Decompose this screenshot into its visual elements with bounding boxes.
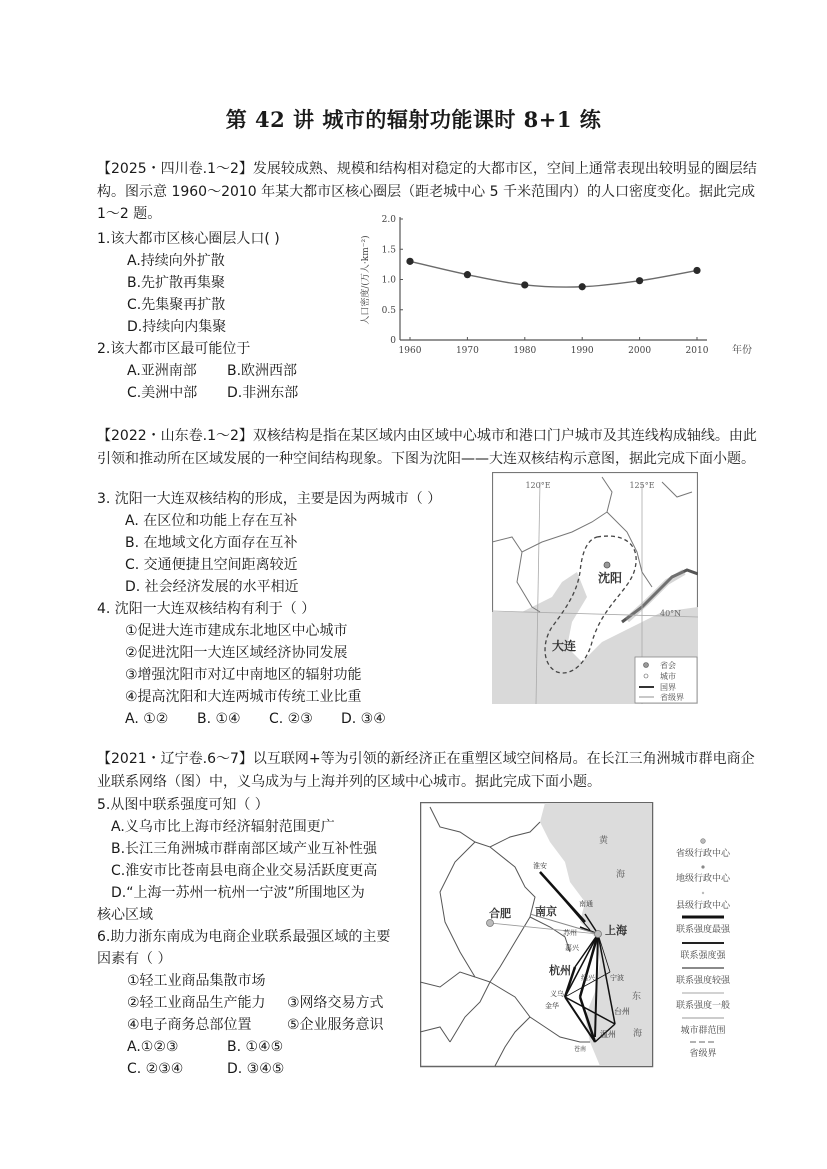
data-point: [636, 277, 643, 284]
q6-item-4: ④电子商务总部位置: [127, 1017, 252, 1033]
question-6: [97, 926, 390, 1080]
shenyang-dalian-map: [492, 472, 698, 704]
city-jinhua: 金华: [545, 1002, 559, 1010]
q3-option-d[interactable]: D. 社会经济发展的水平相近: [125, 579, 299, 595]
city-huaian: 淮安: [533, 862, 547, 870]
shanghai-marker: [595, 931, 602, 938]
data-point: [521, 281, 528, 288]
city-ningbo: 宁波: [610, 974, 624, 982]
question-3: [97, 488, 441, 598]
q3-stem: 3. 沈阳一大连双核结构的形成，主要是因为两城市（ ）: [97, 491, 442, 507]
y-tick-label: 2.0: [381, 215, 396, 225]
legend-general: 联系强度一般: [675, 1001, 731, 1011]
q6-stem-cont: 因素有（ ）: [97, 951, 172, 967]
y-tick-label: 1.0: [381, 275, 396, 286]
q3-option-c[interactable]: C. 交通便捷且空间距离较近: [125, 557, 298, 573]
legend-fairly-strong: 联系强度较强: [675, 976, 731, 986]
city-taizhou: 台州: [614, 1007, 630, 1016]
q4-item-3: ③增强沈阳市对辽中南地区的辐射功能: [125, 667, 362, 683]
population-density-chart: [355, 205, 775, 365]
county-center-icon: [702, 892, 704, 894]
data-point: [464, 271, 471, 278]
sea-label-huang: 黄: [599, 836, 609, 846]
x-tick-label: 1970: [455, 346, 479, 356]
q4-option-b[interactable]: B. ①④: [197, 711, 241, 727]
x-tick-label: 2010: [685, 346, 709, 356]
q6-item-2: ②轻工业商品生产能力: [127, 995, 266, 1011]
y-tick-label: 0: [390, 336, 396, 346]
q4-option-a[interactable]: A. ①②: [125, 711, 169, 727]
q5-option-a[interactable]: A.义乌市比上海市经济辐射范围更广: [111, 819, 335, 835]
sea-label-hai2: 海: [633, 1029, 643, 1039]
city-yiwu: 义乌: [550, 990, 564, 998]
q6-item-3: ③网络交易方式: [287, 995, 384, 1011]
question-4: [97, 598, 386, 730]
q6-item-5: ⑤企业服务意识: [287, 1017, 384, 1033]
city-shaoxing: 绍兴: [581, 974, 595, 982]
q5-option-c[interactable]: C.淮安市比苍南县电商企业交易活跃度更高: [111, 863, 378, 879]
section3-intro: 【2021・辽宁卷.6～7】以互联网+等为引领的新经济正在重塑区域空间格局。在长江三角洲城市群电商企业联系网络（图）中，义乌成为与上海并列的区域中心城市。据此完成下面小题。: [97, 751, 755, 790]
city-nanjing: 南京: [535, 905, 557, 918]
city-nantong: 南通: [579, 900, 593, 908]
city-hefei: 合肥: [489, 907, 511, 920]
q4-option-c[interactable]: C. ②③: [269, 711, 313, 727]
provincial-capital-icon: [644, 663, 649, 668]
question-1: [97, 228, 280, 338]
q1-stem: 1.该大都市区核心圈层人口( ): [97, 231, 280, 247]
legend-provincial-boundary: 省级界: [689, 1049, 717, 1059]
x-tick-label: 2000: [628, 346, 652, 356]
sea-label-hai1: 海: [616, 870, 626, 880]
legend-provincial-border: 省级界: [660, 693, 684, 702]
lon-label-125: 125°E: [629, 481, 655, 490]
q4-item-1: ①促进大连市建成东北地区中心城市: [125, 623, 348, 639]
q3-option-b[interactable]: B. 在地域文化方面存在互补: [125, 535, 298, 551]
city-cangnan: 苍南: [573, 1046, 587, 1053]
section2-intro: 【2022・山东卷.1～2】双核结构是指在某区域内由区域中心城市和港口门户城市及其连线构成轴线。由此引领和推动所在区域发展的一种空间结构现象。下图为沈阳——大连双核结构示意图，据此完成下面小题。: [97, 428, 757, 467]
legend-city: 城市: [660, 672, 676, 681]
q6-stem: 6.助力浙东南成为电商企业联系最强区域的主要: [97, 929, 391, 945]
provincial-center-icon: [701, 839, 706, 844]
data-point: [579, 283, 586, 290]
legend-strongest: 联系强度最强: [675, 925, 731, 935]
data-point: [693, 267, 700, 274]
q5-option-d[interactable]: D.“上海一苏州一杭州一宁波”所围地区为: [111, 885, 365, 901]
chart-ylabel: 人口密度/(万人·km⁻²): [361, 235, 371, 325]
y-tick-label: 1.5: [381, 245, 396, 256]
q6-option-d[interactable]: D. ③④⑤: [227, 1061, 285, 1077]
q4-item-2: ②促进沈阳一大连区域经济协同发展: [125, 645, 348, 661]
q5-stem: 5.从图中联系强度可知（ ）: [97, 797, 269, 813]
city-icon: [644, 674, 648, 678]
legend-capital: 省会: [660, 661, 676, 670]
city-wenzhou: 温州: [600, 1030, 616, 1039]
shenyang-marker: [604, 562, 610, 568]
q6-option-c[interactable]: C. ②③④: [127, 1061, 184, 1077]
city-suzhou: 苏州: [563, 929, 577, 937]
q2-option-c[interactable]: C.美洲中部: [127, 385, 198, 401]
data-point: [406, 258, 413, 265]
city-jiaxing: 嘉兴: [565, 944, 579, 952]
question-2: [97, 338, 298, 404]
q1-option-b[interactable]: B.先扩散再集聚: [127, 275, 226, 291]
city-shenyang: 沈阳: [597, 571, 623, 585]
yangtze-delta-map: [420, 802, 756, 1068]
q4-stem: 4. 沈阳一大连双核结构有利于（ ）: [97, 601, 316, 617]
legend-city-cluster: 城市群范围: [680, 1026, 726, 1036]
q5-option-d-cont: 核心区域: [97, 907, 153, 923]
legend-provincial-center: 省级行政中心: [675, 849, 731, 859]
q1-option-a[interactable]: A.持续向外扩散: [127, 253, 225, 269]
legend-county-center: 县级行政中心: [675, 901, 731, 911]
page-title: 第 42 讲 城市的辐射功能课时 8+1 练: [225, 107, 602, 132]
city-hangzhou: 杭州: [549, 964, 571, 977]
legend-prefecture-center: 地级行政中心: [675, 874, 731, 884]
q1-option-c[interactable]: C.先集聚再扩散: [127, 297, 226, 313]
legend-national-border: 国界: [660, 683, 676, 692]
q2-option-a[interactable]: A.亚洲南部: [127, 363, 197, 379]
question-5: [97, 794, 377, 926]
map-legend: [676, 839, 731, 1059]
series-line: [410, 261, 697, 287]
chart-xlabel: 年份: [732, 345, 752, 356]
q6-option-b[interactable]: B. ①④⑤: [227, 1039, 284, 1055]
q6-option-a[interactable]: A.①②③: [127, 1039, 179, 1055]
q6-item-1: ①轻工业商品集散市场: [127, 973, 266, 989]
x-tick-label: 1990: [570, 346, 594, 356]
q4-option-d[interactable]: D. ③④: [341, 711, 386, 727]
city-shanghai: 上海: [605, 924, 627, 937]
prefecture-center-icon: [701, 865, 704, 868]
q3-option-a[interactable]: A. 在区位和功能上存在互补: [125, 513, 298, 529]
sea-label-dong: 东: [632, 992, 642, 1002]
q2-option-d[interactable]: D.非洲东部: [227, 385, 299, 401]
q1-option-d[interactable]: D.持续向内集聚: [127, 319, 227, 335]
lon-label-120: 120°E: [525, 481, 551, 490]
x-tick-label: 1960: [398, 346, 422, 356]
city-dalian: 大连: [551, 639, 577, 653]
q2-stem: 2.该大都市区最可能位于: [97, 341, 251, 357]
legend-strong: 联系强度强: [680, 951, 726, 961]
q4-item-4: ④提高沈阳和大连两城市传统工业比重: [125, 689, 362, 705]
q2-option-b[interactable]: B.欧洲西部: [227, 363, 298, 379]
y-tick-label: 0.5: [381, 305, 396, 316]
section1-intro: 【2025・四川卷.1～2】发展较成熟、规模和结构相对稳定的大都市区，空间上通常表现出较明显的圈层结构。图示意 1960～2010 年某大都市区核心圈层（距老城中心 5 千米范围内）的人口密度变化。据此完成 1～2 题。: [97, 161, 757, 222]
q5-option-b[interactable]: B.长江三角洲城市群南部区域产业互补性强: [111, 841, 378, 857]
lat-label-40: 40°N: [660, 609, 682, 618]
hefei-marker: [487, 920, 494, 927]
x-tick-label: 1980: [513, 346, 537, 356]
